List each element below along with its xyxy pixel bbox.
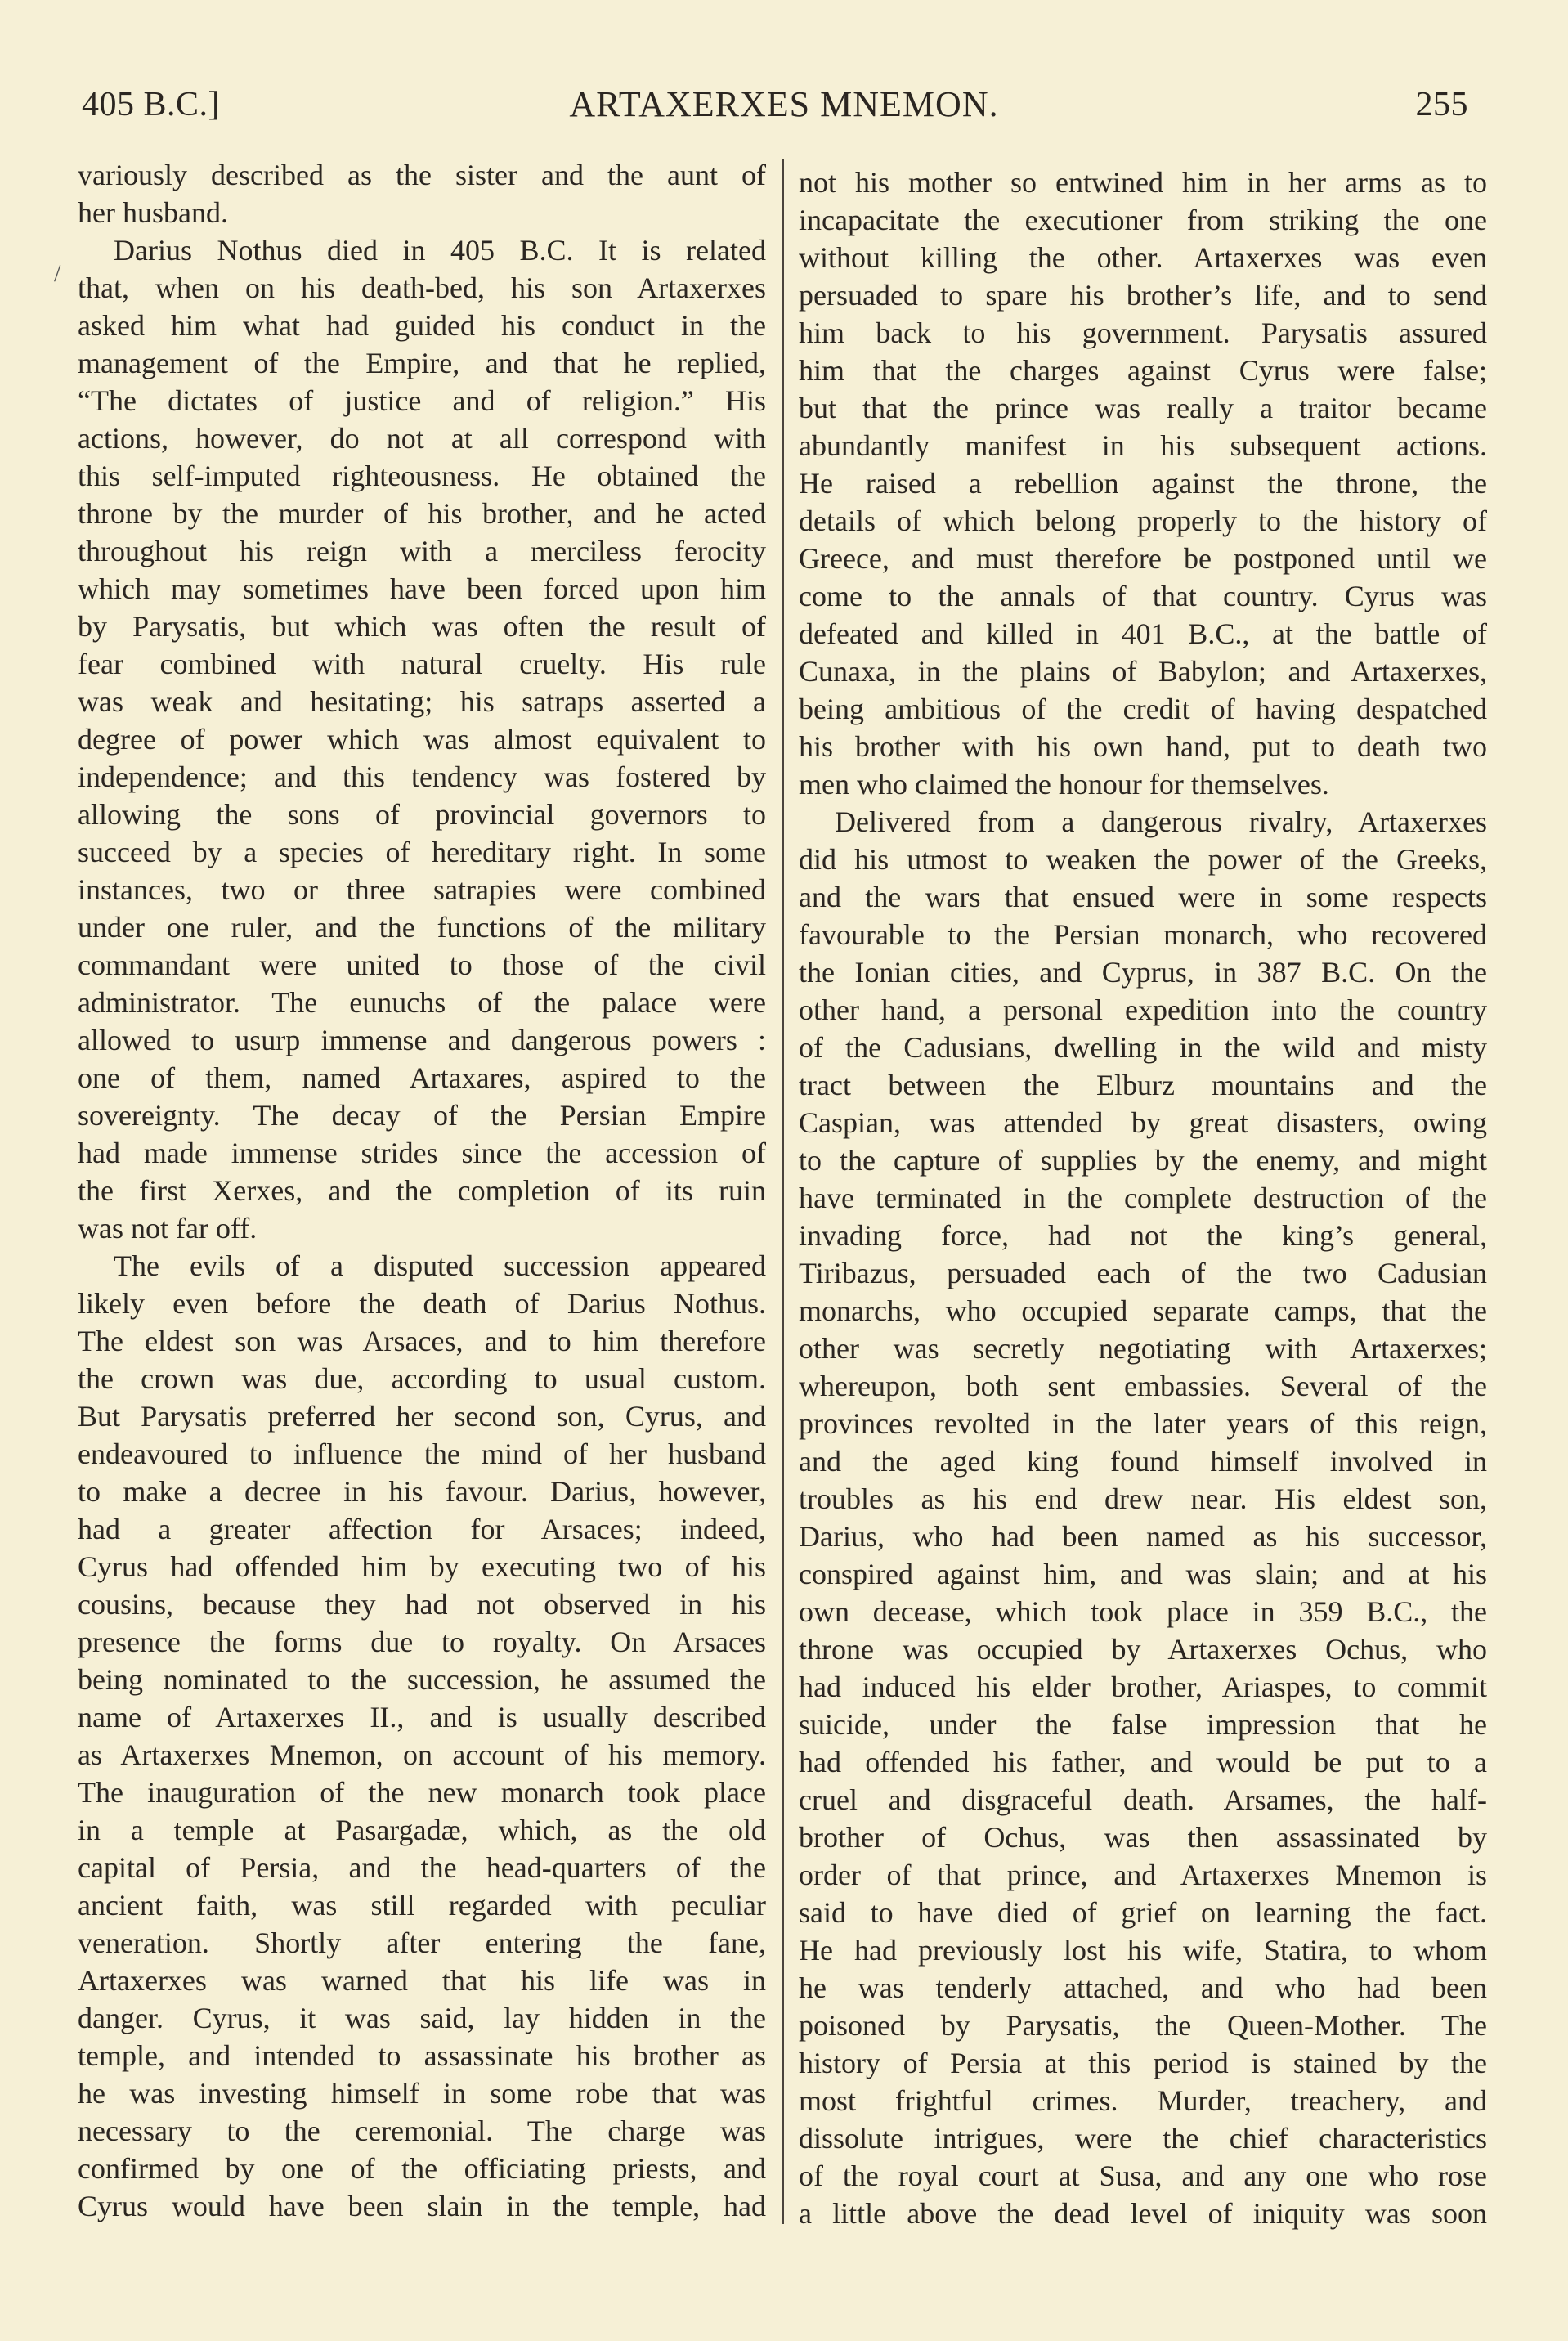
- text-line: most frightful crimes. Murder, treachery, and: [799, 2084, 1487, 2117]
- text-line: by Parysatis, but which was often the result of: [78, 610, 766, 643]
- text-line: veneration. Shortly after entering the fane,: [78, 1926, 766, 1959]
- text-line: in a temple at Pasargadæ, which, as the old: [78, 1814, 766, 1846]
- left-column: [78, 156, 766, 2225]
- text-line: had a greater affection for Arsaces; indeed,: [78, 1513, 766, 1545]
- text-line: invading force, had not the king’s general,: [799, 1219, 1487, 1252]
- text-line: Cyrus would have been slain in the temple, had: [78, 2190, 766, 2222]
- text-line: of the Cadusians, dwelling in the wild and misty: [799, 1031, 1487, 1064]
- text-line: his brother with his own hand, put to death two: [799, 730, 1487, 763]
- text-line: dissolute intrigues, were the chief characteristics: [799, 2122, 1487, 2155]
- text-line: Tiribazus, persuaded each of the two Cadusian: [799, 1257, 1487, 1289]
- text-line: cousins, because they had not observed in his: [78, 1588, 766, 1621]
- text-line: likely even before the death of Darius Nothus.: [78, 1287, 766, 1320]
- text-line: Cunaxa, in the plains of Babylon; and Artaxerxes,: [799, 655, 1487, 688]
- text-line: and the wars that ensued were in some respects: [799, 881, 1487, 913]
- text-line: conspired against him, and was slain; and at his: [799, 1558, 1487, 1590]
- text-line: without killing the other. Artaxerxes was even: [799, 241, 1487, 274]
- paragraph: [799, 164, 1487, 803]
- text-line: him that the charges against Cyrus were false;: [799, 354, 1487, 387]
- text-line: danger. Cyrus, it was said, lay hidden in the: [78, 2002, 766, 2034]
- text-line: but that the prince was really a traitor became: [799, 392, 1487, 424]
- text-line: management of the Empire, and that he replied,: [78, 347, 766, 379]
- text-line: did his utmost to weaken the power of the Greeks,: [799, 843, 1487, 876]
- text-line: confirmed by one of the officiating priests, and: [78, 2152, 766, 2185]
- text-line: one of them, named Artaxares, aspired to the: [78, 1061, 766, 1094]
- text-line: suicide, under the false impression that he: [799, 1708, 1487, 1741]
- text-line: He raised a rebellion against the throne, the: [799, 467, 1487, 500]
- text-line: to the capture of supplies by the enemy, and might: [799, 1144, 1487, 1177]
- running-head-date: 405 B.C.]: [82, 86, 221, 123]
- text-line: name of Artaxerxes II., and is usually described: [78, 1701, 766, 1733]
- text-line: had made immense strides since the accession of: [78, 1137, 766, 1169]
- text-line: not his mother so entwined him in her arms as to: [799, 166, 1487, 199]
- text-line: The inauguration of the new monarch took place: [78, 1776, 766, 1809]
- text-line: had offended his father, and would be put to a: [799, 1746, 1487, 1778]
- paragraph: [78, 156, 766, 231]
- text-line: monarchs, who occupied separate camps, that the: [799, 1294, 1487, 1327]
- text-line: he was investing himself in some robe that was: [78, 2077, 766, 2110]
- text-line: commandant were united to those of the civil: [78, 949, 766, 981]
- text-line: which may sometimes have been forced upon him: [78, 572, 766, 605]
- text-line: provinces revolted in the later years of this reign,: [799, 1407, 1487, 1440]
- text-line: The evils of a disputed succession appeared: [114, 1249, 766, 1282]
- text-line: defeated and killed in 401 B.C., at the battle of: [799, 617, 1487, 650]
- text-line: brother of Ochus, was then assassinated by: [799, 1821, 1487, 1854]
- text-line: throne by the murder of his brother, and he acted: [78, 497, 766, 530]
- text-line: a little above the dead level of iniquity was soon: [799, 2197, 1487, 2230]
- text-line: other was secretly negotiating with Artaxerxes;: [799, 1332, 1487, 1365]
- text-line: throne was occupied by Artaxerxes Ochus, who: [799, 1633, 1487, 1666]
- text-line: own decease, which took place in 359 B.C., the: [799, 1595, 1487, 1628]
- text-line: and the aged king found himself involved in: [799, 1445, 1487, 1478]
- text-line: He had previously lost his wife, Statira, to whom: [799, 1934, 1487, 1967]
- text-line: degree of power which was almost equivalent to: [78, 723, 766, 756]
- text-line: to make a decree in his favour. Darius, however,: [78, 1475, 766, 1508]
- text-line: men who claimed the honour for themselves.: [799, 768, 1329, 801]
- text-line: “The dictates of justice and of religion.” His: [78, 384, 766, 417]
- text-line: sovereignty. The decay of the Persian Empire: [78, 1099, 766, 1132]
- text-line: temple, and intended to assassinate his brother as: [78, 2039, 766, 2072]
- text-line: of the royal court at Susa, and any one who rose: [799, 2159, 1487, 2192]
- text-line: being ambitious of the credit of having despatched: [799, 693, 1487, 725]
- text-line: persuaded to spare his brother’s life, and to send: [799, 279, 1487, 312]
- text-line: details of which belong properly to the history of: [799, 505, 1487, 537]
- text-line: variously described as the sister and the aunt of: [78, 159, 766, 191]
- text-line: throughout his reign with a merciless ferocity: [78, 535, 766, 567]
- text-line: was not far off.: [78, 1212, 258, 1244]
- text-line: instances, two or three satrapies were combined: [78, 873, 766, 906]
- text-line: the Ionian cities, and Cyprus, in 387 B.C. On the: [799, 956, 1487, 989]
- text-line: Caspian, was attended by great disasters, owing: [799, 1106, 1487, 1139]
- text-line: other hand, a personal expedition into the country: [799, 993, 1487, 1026]
- text-line: the crown was due, according to usual custom.: [78, 1362, 766, 1395]
- text-line: this self-imputed righteousness. He obtained the: [78, 460, 766, 492]
- paragraph: [78, 1247, 766, 2225]
- text-line: independence; and this tendency was fostered by: [78, 760, 766, 793]
- text-line: ancient faith, was still regarded with peculiar: [78, 1889, 766, 1922]
- text-line: being nominated to the succession, he assumed the: [78, 1663, 766, 1696]
- text-line: Greece, and must therefore be postponed until we: [799, 542, 1487, 575]
- paragraph: [78, 231, 766, 1247]
- text-line: come to the annals of that country. Cyrus was: [799, 580, 1487, 612]
- text-line: tract between the Elburz mountains and the: [799, 1069, 1487, 1101]
- right-column: [799, 164, 1487, 2232]
- running-head-title: ARTAXERXES MNEMON.: [569, 84, 999, 124]
- text-line: abundantly manifest in his subsequent actions.: [799, 429, 1487, 462]
- text-line: allowing the sons of provincial governors to: [78, 798, 766, 831]
- text-line: order of that prince, and Artaxerxes Mnemon is: [799, 1859, 1487, 1891]
- text-line: that, when on his death-bed, his son Artaxerxes: [78, 271, 766, 304]
- text-line: had induced his elder brother, Ariaspes, to commit: [799, 1671, 1487, 1703]
- text-line: the first Xerxes, and the completion of its ruin: [78, 1174, 766, 1207]
- text-line: Artaxerxes was warned that his life was in: [78, 1964, 766, 1997]
- text-line: cruel and disgraceful death. Arsames, the half-: [799, 1783, 1487, 1816]
- text-line: have terminated in the complete destruction of the: [799, 1182, 1487, 1214]
- text-line: troubles as his end drew near. His eldest son,: [799, 1482, 1487, 1515]
- text-line: endeavoured to influence the mind of her husband: [78, 1437, 766, 1470]
- text-line: was weak and hesitating; his satraps asserted a: [78, 685, 766, 718]
- text-line: under one ruler, and the functions of the military: [78, 911, 766, 944]
- text-line: necessary to the ceremonial. The charge was: [78, 2115, 766, 2147]
- text-line: presence the forms due to royalty. On Arsaces: [78, 1626, 766, 1658]
- text-line: Darius Nothus died in 405 B.C. It is related: [114, 234, 766, 267]
- text-line: incapacitate the executioner from striking the one: [799, 204, 1487, 236]
- text-line: capital of Persia, and the head-quarters of the: [78, 1851, 766, 1884]
- text-line: her husband.: [78, 196, 228, 229]
- text-line: him back to his government. Parysatis assured: [799, 316, 1487, 349]
- text-line: The eldest son was Arsaces, and to him therefore: [78, 1325, 766, 1357]
- text-line: But Parysatis preferred her second son, Cyrus, and: [78, 1400, 766, 1433]
- text-line: actions, however, do not at all correspond with: [78, 422, 766, 455]
- text-line: fear combined with natural cruelty. His rule: [78, 648, 766, 680]
- text-line: asked him what had guided his conduct in the: [78, 309, 766, 342]
- text-line: history of Persia at this period is stained by the: [799, 2047, 1487, 2079]
- text-line: as Artaxerxes Mnemon, on account of his memory.: [78, 1738, 766, 1771]
- text-line: whereupon, both sent embassies. Several of the: [799, 1370, 1487, 1402]
- text-line: succeed by a species of hereditary right. In some: [78, 836, 766, 868]
- page-number: 255: [1415, 86, 1468, 123]
- text-line: Cyrus had offended him by executing two of his: [78, 1550, 766, 1583]
- text-line: he was tenderly attached, and who had been: [799, 1971, 1487, 2004]
- text-line: said to have died of grief on learning the fact.: [799, 1896, 1487, 1929]
- margin-mark: /: [54, 260, 61, 287]
- text-line: Darius, who had been named as his successor,: [799, 1520, 1487, 1553]
- text-line: favourable to the Persian monarch, who recovered: [799, 918, 1487, 951]
- text-line: allowed to usurp immense and dangerous powers :: [78, 1024, 766, 1056]
- text-line: poisoned by Parysatis, the Queen-Mother. The: [799, 2009, 1487, 2042]
- text-line: administrator. The eunuchs of the palace were: [78, 986, 766, 1019]
- text-line: Delivered from a dangerous rivalry, Artaxerxes: [835, 805, 1487, 838]
- paragraph: [799, 803, 1487, 2232]
- column-divider: [782, 159, 784, 2224]
